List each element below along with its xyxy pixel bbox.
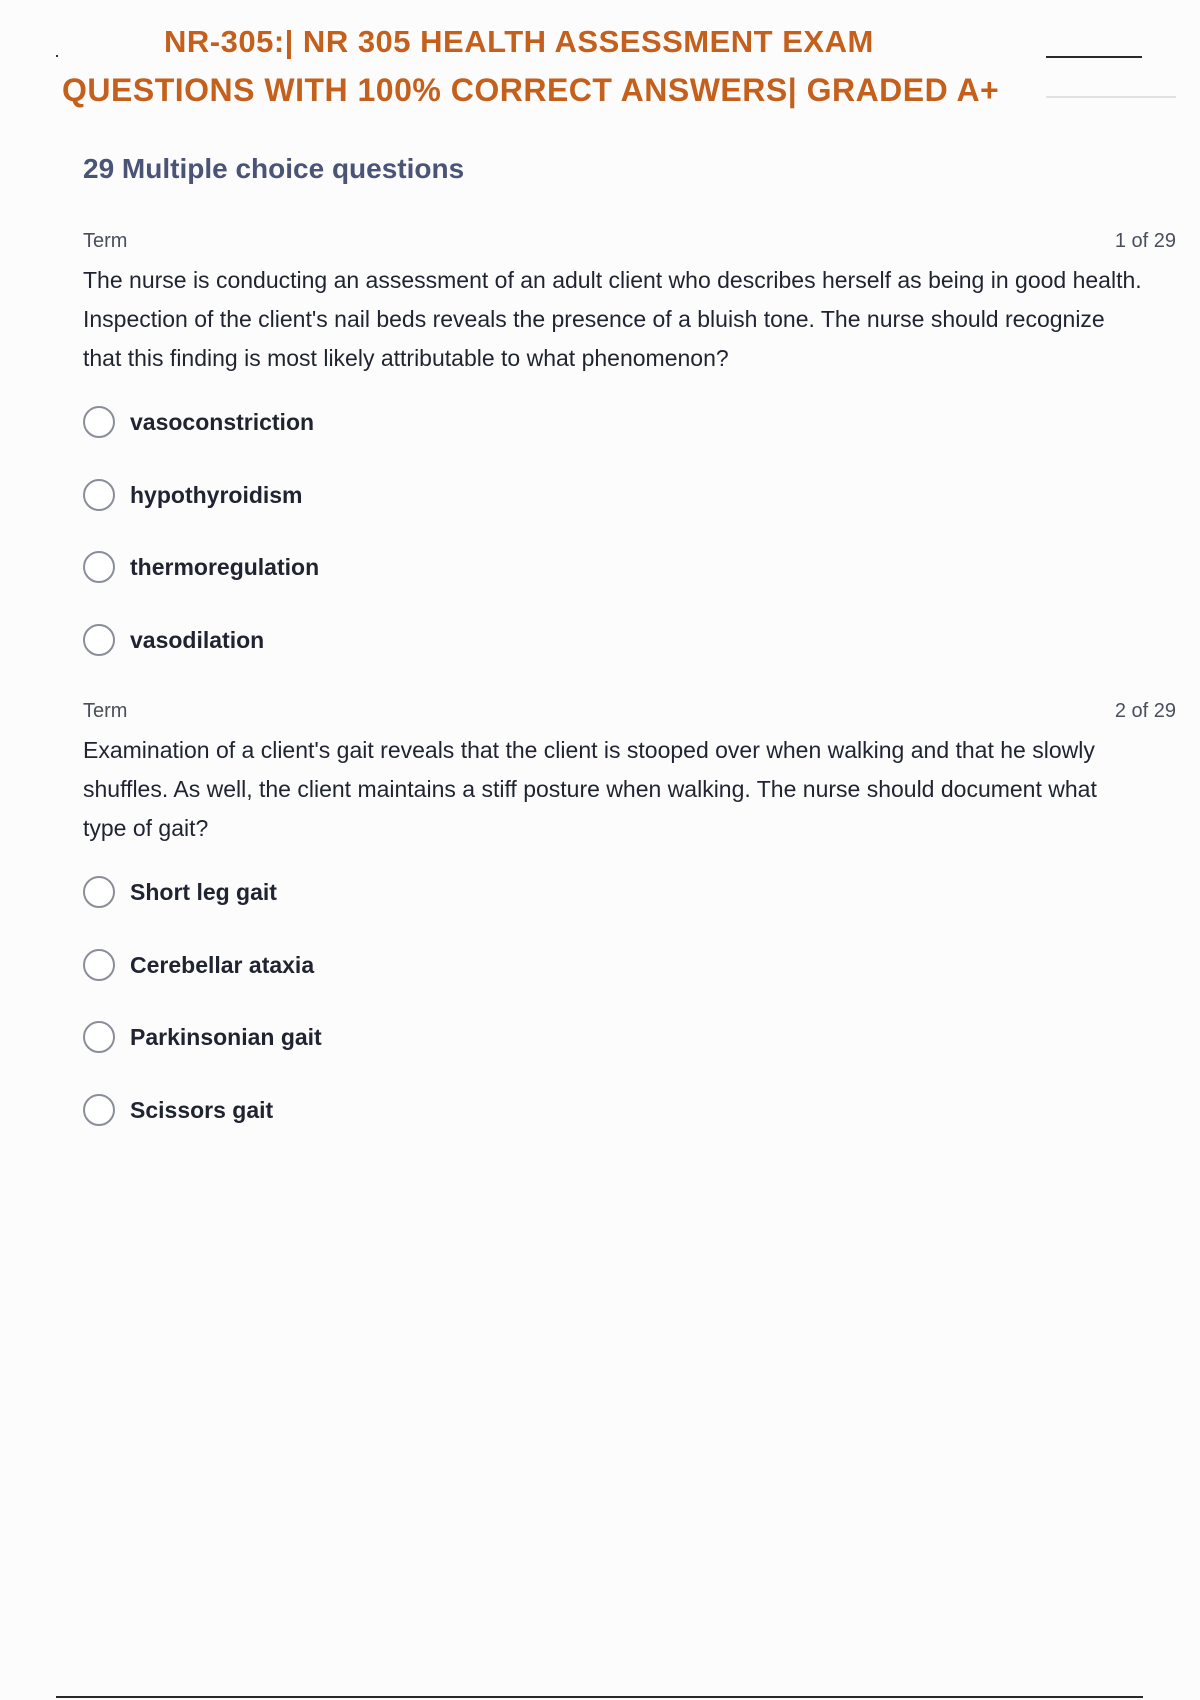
question-text: The nurse is conducting an assessment of an adult client who describes herself as being in good health. Inspection of the client's nail beds reveals the presence of a bluish tone. The nurse should recognize that this finding is most likely attributable to what phenomenon? <box>83 267 1142 371</box>
title-rule-light <box>1046 96 1176 98</box>
answer-option[interactable] <box>83 402 314 442</box>
radio-button[interactable] <box>83 479 115 511</box>
radio-button[interactable] <box>83 624 115 656</box>
page-title-line-1: NR-305:| NR 305 HEALTH ASSESSMENT EXAM <box>164 24 874 59</box>
answer-option[interactable] <box>83 1090 273 1130</box>
answer-option[interactable] <box>83 547 319 587</box>
term-label: Term <box>83 700 128 722</box>
answer-option-label: vasodilation <box>130 626 265 653</box>
answer-option[interactable] <box>83 872 277 912</box>
answer-option-label: vasoconstriction <box>130 408 315 435</box>
radio-button[interactable] <box>83 551 115 583</box>
question-index: 1 of 29 <box>1114 230 1176 252</box>
radio-button[interactable] <box>83 949 115 981</box>
answer-option-label: hypothyroidism <box>130 481 303 508</box>
answer-option[interactable] <box>83 620 264 660</box>
radio-button[interactable] <box>83 876 115 908</box>
question-text: Examination of a client's gait reveals that the client is stooped over when walking and that he slowly shuffles. As well, the client maintains a stiff posture when walking. The nurse should document what type of gait? <box>83 737 1097 841</box>
answer-option-label: Scissors gait <box>130 1096 274 1123</box>
answer-option[interactable] <box>83 945 314 985</box>
question-index: 2 of 29 <box>1114 700 1176 722</box>
title-rule <box>1046 56 1142 58</box>
radio-button[interactable] <box>83 1094 115 1126</box>
answer-option-label: Cerebellar ataxia <box>130 951 315 978</box>
answer-option-label: Short leg gait <box>130 878 277 905</box>
footer-rule <box>56 1696 1143 1698</box>
radio-button[interactable] <box>83 406 115 438</box>
answer-option[interactable] <box>83 475 303 515</box>
answer-option-label: Parkinsonian gait <box>130 1023 322 1050</box>
stray-dot <box>56 55 58 57</box>
term-label: Term <box>83 230 128 252</box>
answer-option-label: thermoregulation <box>130 553 320 580</box>
question-count-heading: 29 Multiple choice questions <box>83 153 465 184</box>
radio-button[interactable] <box>83 1021 115 1053</box>
answer-option[interactable] <box>83 1017 322 1057</box>
page-title-line-2: QUESTIONS WITH 100% CORRECT ANSWERS| GRADED A+ <box>62 72 1000 108</box>
